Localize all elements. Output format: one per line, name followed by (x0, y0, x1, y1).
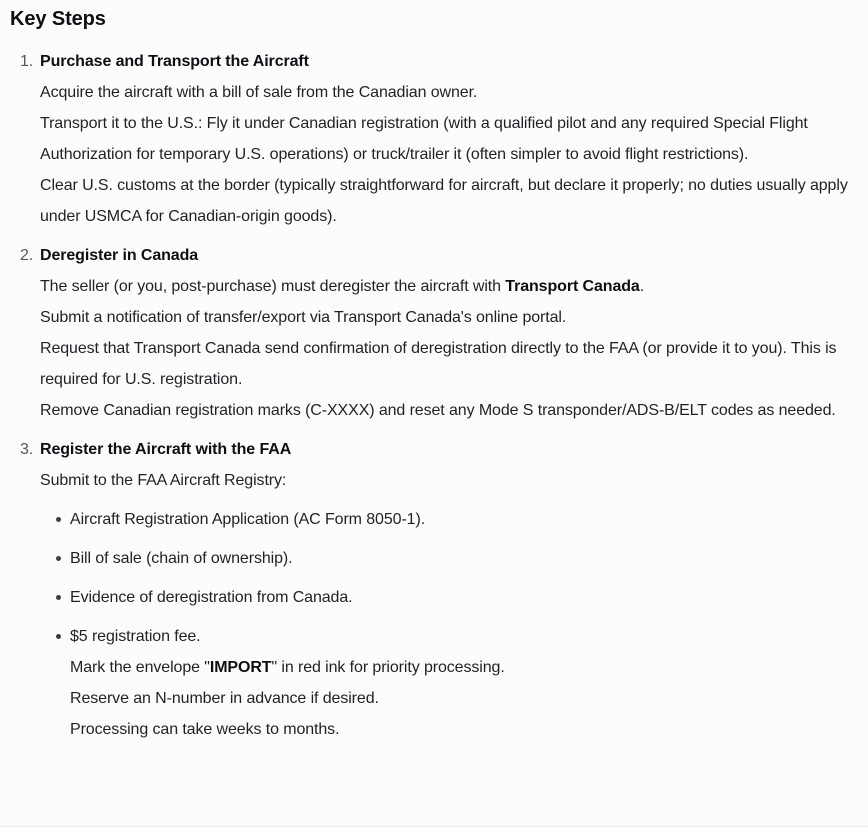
key-steps-list (10, 46, 850, 745)
step-item (10, 434, 850, 745)
paragraph (70, 652, 850, 683)
step-title-text: Register the Aircraft with the FAA (40, 441, 292, 458)
text-run: The seller (or you, post-purchase) must deregister the aircraft with (40, 278, 506, 295)
paragraph (70, 504, 850, 535)
step-title (40, 240, 850, 271)
paragraph (40, 302, 850, 333)
bullet-item (40, 543, 850, 574)
bullet-item (40, 504, 850, 535)
text-run: Request that Transport Canada send confirmation of deregistration directly to the FAA (or provide it to you). This is required for U.S. registration. (40, 340, 837, 388)
paragraph (40, 108, 850, 170)
paragraph (40, 77, 850, 108)
paragraph (40, 170, 850, 232)
paragraph (40, 395, 850, 426)
step-title (40, 434, 850, 465)
paragraph (40, 271, 850, 302)
step-title-text: Purchase and Transport the Aircraft (40, 53, 309, 70)
text-run: . (639, 278, 645, 295)
text-run: Bill of sale (chain of ownership). (70, 550, 293, 567)
text-run: Clear U.S. customs at the border (typically straightforward for aircraft, but declare it properly; no duties usually apply under USMCA for Canadian-origin goods). (40, 177, 848, 225)
text-run: Evidence of deregistration from Canada. (70, 589, 353, 606)
step-number: 3. (20, 441, 34, 458)
paragraph (70, 543, 850, 574)
step-item (10, 240, 850, 426)
text-run: Remove Canadian registration marks (C-XXXX) and reset any Mode S transponder/ADS-B/ELT codes as needed. (40, 402, 836, 419)
text-run: Aircraft Registration Application (AC Form 8050-1). (70, 511, 426, 528)
step-number: 2. (20, 247, 34, 264)
bullet-item (40, 621, 850, 745)
text-run: $5 registration fee. (70, 628, 201, 645)
text-run: Reserve an N-number in advance if desired. (70, 690, 379, 707)
paragraph (70, 621, 850, 652)
text-run: Mark the envelope " (70, 659, 210, 676)
step-title-text: Deregister in Canada (40, 247, 199, 264)
paragraph (40, 333, 850, 395)
paragraph (70, 714, 850, 745)
bullet-item (40, 582, 850, 613)
page-title: Key Steps (10, 8, 106, 30)
text-run: Acquire the aircraft with a bill of sale from the Canadian owner. (40, 84, 478, 101)
bold-text: IMPORT (209, 659, 272, 676)
step-item (10, 46, 850, 232)
paragraph (70, 582, 850, 613)
bullet-list (40, 504, 850, 745)
bold-text: Transport Canada (505, 278, 640, 295)
text-run: Processing can take weeks to months. (70, 721, 340, 738)
paragraph (70, 683, 850, 714)
step-number: 1. (20, 53, 34, 70)
text-run: " in red ink for priority processing. (271, 659, 505, 676)
text-run: Transport it to the U.S.: Fly it under Canadian registration (with a qualified pilot and any required Special Flight Authorization for temporary U.S. operations) or truck/trailer it (often simpler to avoid flight restrictions). (40, 115, 808, 163)
text-run: Submit to the FAA Aircraft Registry: (40, 472, 287, 489)
step-title (40, 46, 850, 77)
paragraph (40, 465, 850, 496)
text-run: Submit a notification of transfer/export via Transport Canada's online portal. (40, 309, 567, 326)
